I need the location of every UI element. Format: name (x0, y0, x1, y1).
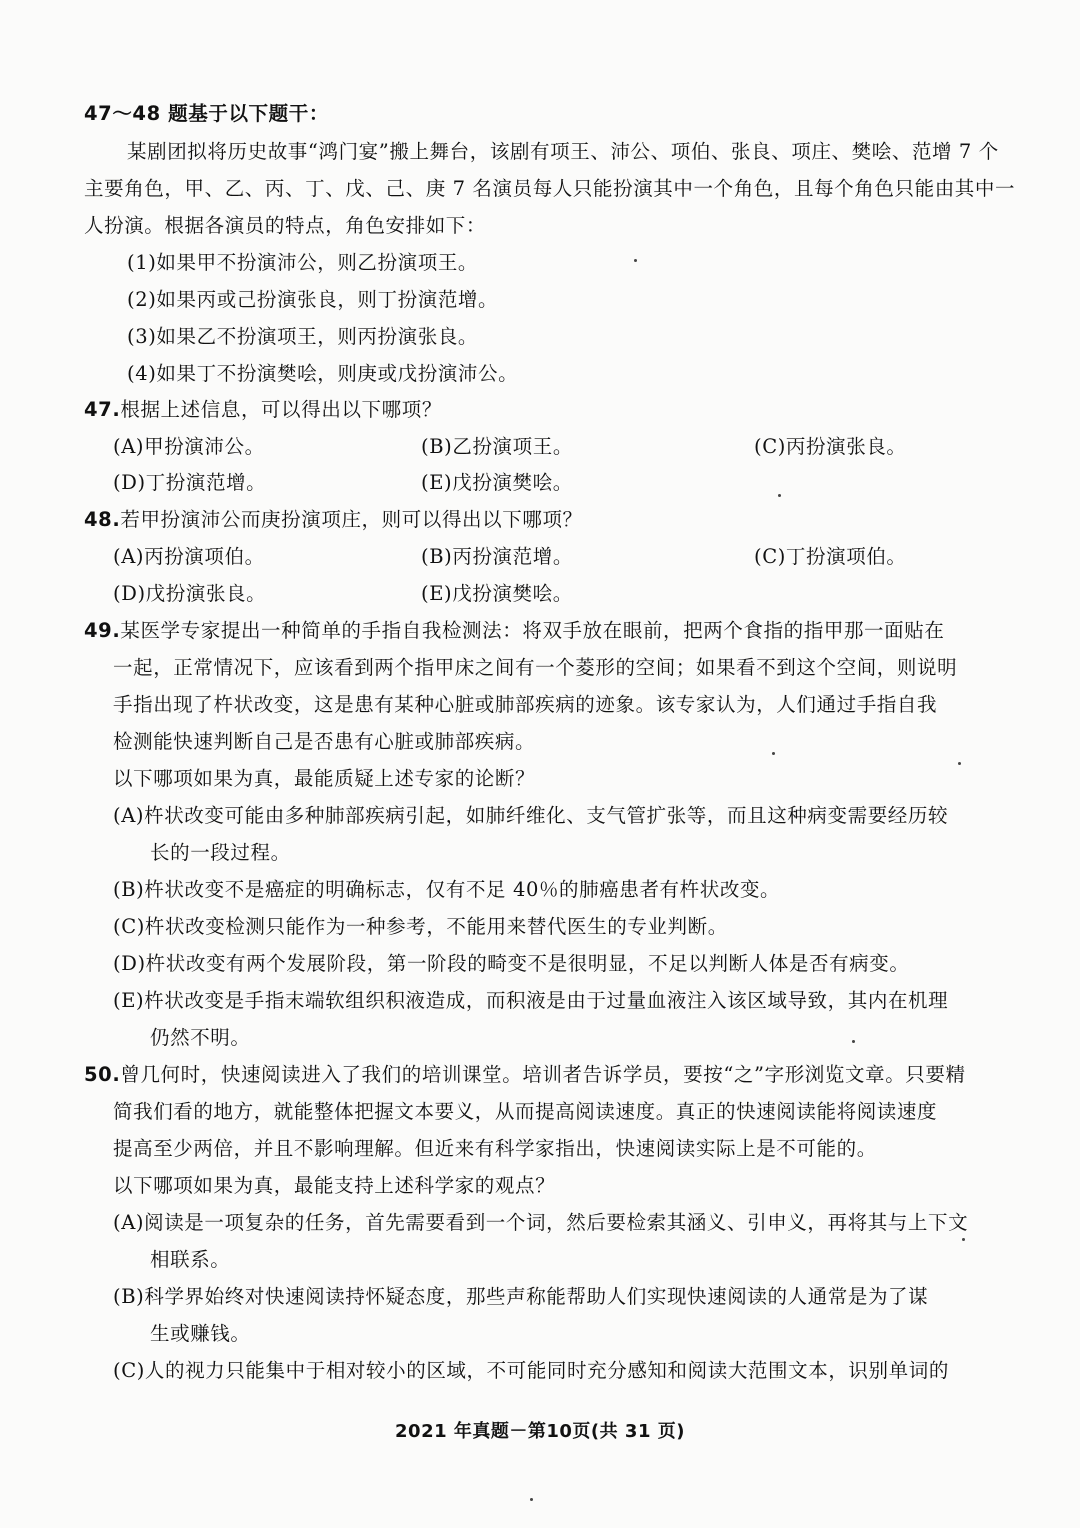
question-49-line-4: 检测能快速判断自己是否患有心脏或肺部疾病。 (113, 730, 536, 753)
question-number: 47. (84, 398, 121, 421)
q47-option-d: (D)丁扮演范增。 (113, 471, 267, 494)
q50-option-c: (C)人的视力只能集中于相对较小的区域，不可能同时充分感知和阅读大范围文本，识别单词的 (113, 1359, 949, 1382)
question-48 (84, 506, 583, 534)
question-50-prompt: 以下哪项如果为真，最能支持上述科学家的观点？ (113, 1174, 556, 1197)
question-49-prompt: 以下哪项如果为真，最能质疑上述专家的论断？ (113, 767, 536, 790)
q50-option-b-cont: 生或赚钱。 (150, 1322, 251, 1345)
question-number: 48. (84, 508, 121, 531)
q50-option-a: (A)阅读是一项复杂的任务，首先需要看到一个词，然后要检索其涵义、引申义，再将其与上下文 (113, 1211, 969, 1234)
question-number: 50. (84, 1063, 121, 1086)
q47-option-b: (B)乙扮演项王。 (421, 435, 573, 458)
q47-option-a: (A)甲扮演沛公。 (113, 435, 265, 458)
condition-4: (4)如果丁不扮演樊哙，则庚或戊扮演沛公。 (127, 362, 519, 385)
q47-option-c: (C)丙扮演张良。 (754, 435, 907, 458)
question-50-line-1 (84, 1061, 966, 1089)
stem-line-3: 人扮演。根据各演员的特点，角色安排如下： (84, 214, 487, 237)
q48-option-e: (E)戊扮演樊哙。 (421, 582, 573, 605)
q49-option-b: (B)杵状改变不是癌症的明确标志，仅有不足 40％的肺癌患者有杵状改变。 (113, 878, 781, 901)
page-footer: 2021 年真题－第10页(共 31 页) (395, 1421, 685, 1442)
q48-option-c: (C)丁扮演项伯。 (754, 545, 907, 568)
question-49-line-1 (84, 617, 944, 645)
question-50-line-2: 简我们看的地方，就能整体把握文本要义，从而提高阅读速度。真正的快速阅读能将阅读速度 (113, 1100, 938, 1123)
q47-option-e: (E)戊扮演樊哙。 (421, 471, 573, 494)
q49-option-c: (C)杵状改变检测只能作为一种参考，不能用来替代医生的专业判断。 (113, 915, 728, 938)
q49-option-d: (D)杵状改变有两个发展阶段，第一阶段的畸变不是很明显，不足以判断人体是否有病变。 (113, 952, 910, 975)
condition-3: (3)如果乙不扮演项王，则丙扮演张良。 (127, 325, 479, 348)
question-47 (84, 396, 442, 424)
question-text: 曾几何时，快速阅读进入了我们的培训课堂。培训者告诉学员，要按“之”字形浏览文章。只要精 (120, 1063, 966, 1086)
q48-option-d: (D)戊扮演张良。 (113, 582, 267, 605)
scan-speck (530, 1498, 533, 1501)
q49-option-a-cont: 长的一段过程。 (150, 841, 291, 864)
scan-speck (962, 1238, 965, 1241)
question-49-line-3: 手指出现了杵状改变，这是患有某种心脏或肺部疾病的迹象。该专家认为，人们通过手指自我 (113, 693, 938, 716)
q49-option-e: (E)杵状改变是手指末端软组织积液造成，而积液是由于过量血液注入该区域导致，其内在机理 (113, 989, 949, 1012)
q50-option-a-cont: 相联系。 (150, 1248, 231, 1271)
q48-option-b: (B)丙扮演范增。 (421, 545, 573, 568)
question-text: 若甲扮演沛公而庚扮演项庄，则可以得出以下哪项？ (120, 508, 583, 531)
q48-option-a: (A)丙扮演项伯。 (113, 545, 265, 568)
condition-1: (1)如果甲不扮演沛公，则乙扮演项王。 (127, 251, 479, 274)
q49-option-e-cont: 仍然不明。 (150, 1026, 251, 1049)
q50-option-b: (B)科学界始终对快速阅读持怀疑态度，那些声称能帮助人们实现快速阅读的人通常是为了谋 (113, 1285, 929, 1308)
scan-speck (778, 494, 781, 497)
stem-title: 47～48 题基于以下题干： (84, 102, 329, 125)
question-49-line-2: 一起，正常情况下，应该看到两个指甲床之间有一个菱形的空间；如果看不到这个空间，则说明 (113, 656, 958, 679)
scan-speck (852, 1040, 855, 1043)
question-number: 49. (84, 619, 121, 642)
question-text: 根据上述信息，可以得出以下哪项？ (120, 398, 442, 421)
stem-line-2: 主要角色，甲、乙、丙、丁、戊、己、庚 7 名演员每人只能扮演其中一个角色，且每个角色只能由其中一 (84, 177, 1016, 200)
question-text: 某医学专家提出一种简单的手指自我检测法：将双手放在眼前，把两个食指的指甲那一面贴在 (120, 619, 945, 642)
scan-speck (958, 762, 961, 765)
condition-2: (2)如果丙或己扮演张良，则丁扮演范增。 (127, 288, 499, 311)
scan-speck (772, 752, 775, 755)
scan-speck (634, 259, 637, 262)
stem-line-1: 某剧团拟将历史故事“鸿门宴”搬上舞台，该剧有项王、沛公、项伯、张良、项庄、樊哙、范增 7 个 (127, 140, 999, 163)
question-50-line-3: 提高至少两倍，并且不影响理解。但近来有科学家指出，快速阅读实际上是不可能的。 (113, 1137, 877, 1160)
q49-option-a: (A)杵状改变可能由多种肺部疾病引起，如肺纤维化、支气管扩张等，而且这种病变需要经历较 (113, 804, 949, 827)
